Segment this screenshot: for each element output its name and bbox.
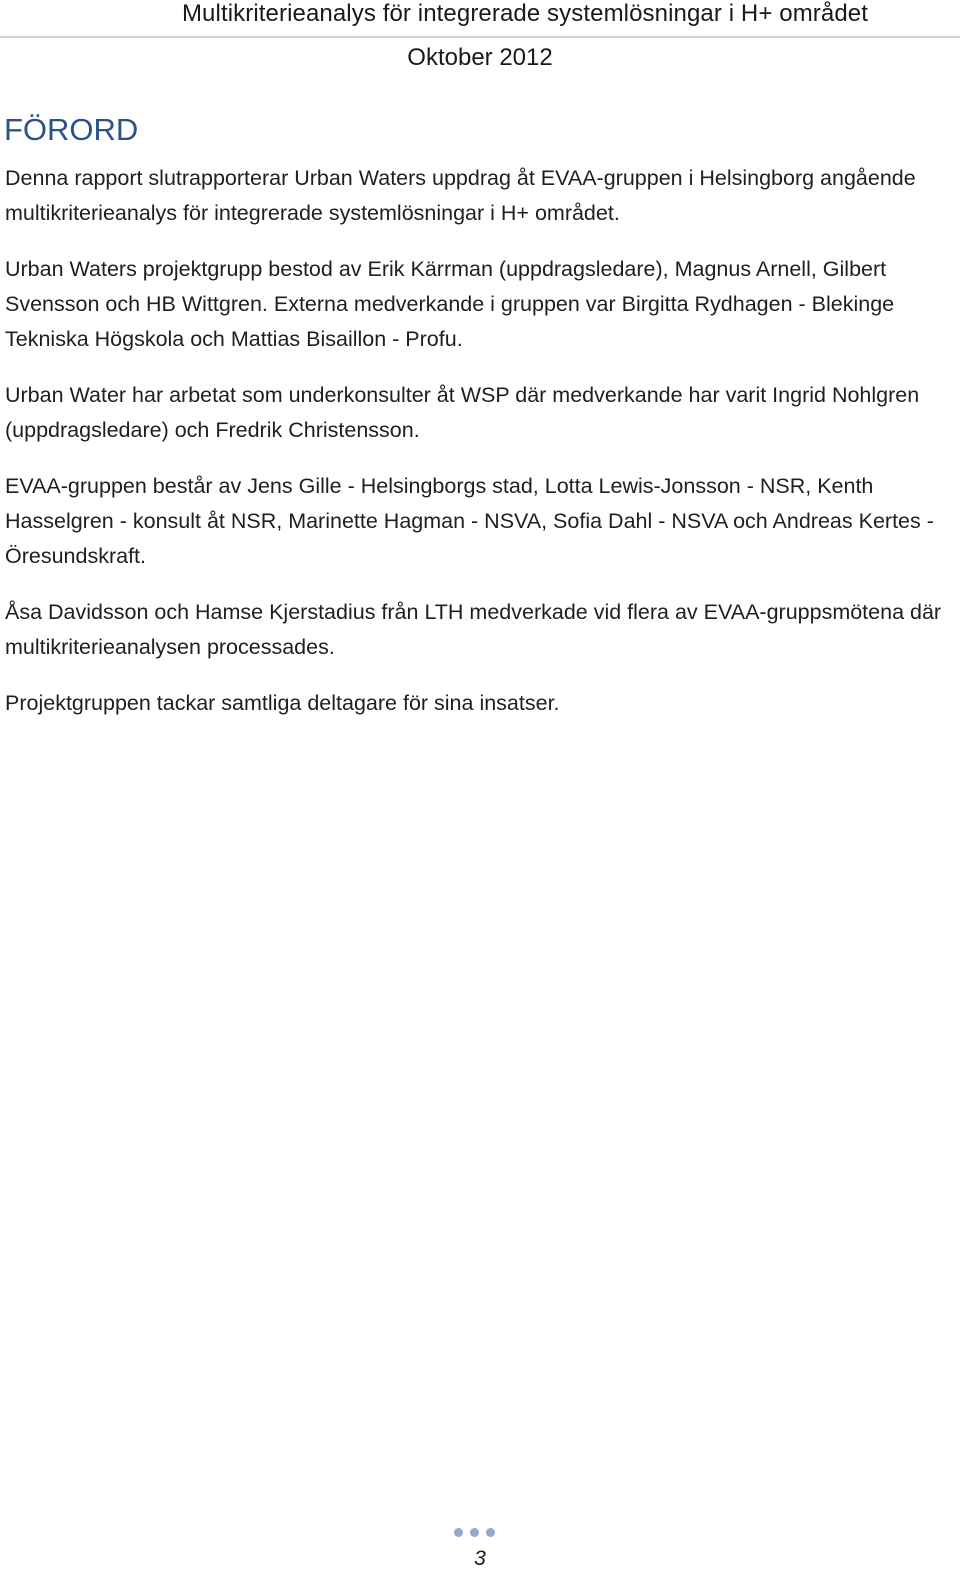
- dot-icon: [454, 1528, 463, 1537]
- paragraph-lth: Åsa Davidsson och Hamse Kjerstadius från LTH medverkade vid flera av EVAA-gruppsmötena där multikriterieanalysen processades.: [5, 600, 942, 659]
- dot-icon: [486, 1528, 495, 1537]
- header-date: Oktober 2012: [407, 44, 553, 71]
- header-divider: [0, 36, 960, 38]
- page-footer: [0, 1524, 960, 1584]
- dot-icon: [470, 1528, 479, 1537]
- paragraph-project-group: Urban Waters projektgrupp bestod av Erik Kärrman (uppdragsledare), Magnus Arnell, Gilbert Svensson och HB Wittgren. Externa medverkande i gruppen var Birgitta Rydhagen - Blekinge Tekniska Högskola och Mattias Bisaillon - Profu.: [5, 257, 895, 351]
- paragraph-intro: Denna rapport slutrapporterar Urban Waters uppdrag åt EVAA-gruppen i Helsingborg angående multikriterieanalys för integrerade systemlösningar i H+ området.: [5, 166, 916, 225]
- three-dots-icon: [454, 1528, 495, 1537]
- header-title: Multikriterieanalys för integrerade systemlösningar i H+ området: [181, 0, 868, 27]
- paragraph-evaa-group: EVAA-gruppen består av Jens Gille - Helsingborgs stad, Lotta Lewis-Jonsson - NSR, Kenth Hasselgren - konsult åt NSR, Marinette Hagman - NSVA, Sofia Dahl - NSVA och Andreas Kertes - Öresundskraft.: [5, 474, 934, 568]
- body-text: [5, 161, 953, 742]
- page-number: 3: [474, 1547, 486, 1570]
- paragraph-subconsultants: Urban Water har arbetat som underkonsulter åt WSP där medverkande har varit Ingrid Nohlgren (uppdragsledare) och Fredrik Christensson.: [5, 383, 920, 442]
- page-header: [0, 0, 960, 80]
- paragraph-thanks: Projektgruppen tackar samtliga deltagare för sina insatser.: [5, 691, 560, 715]
- section-heading: FÖRORD: [4, 112, 139, 147]
